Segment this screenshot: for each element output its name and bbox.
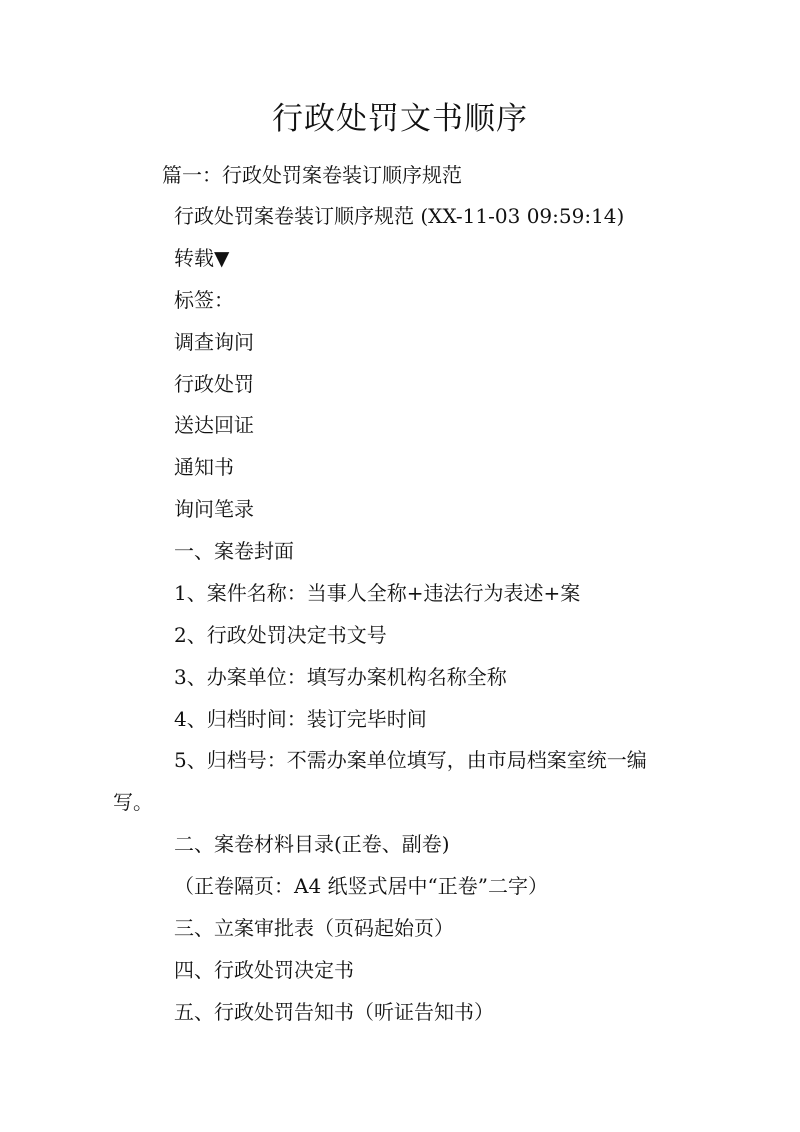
article-title: 行政处罚案卷装订顺序规范 (XX-11-03 09:59:14) [174,204,625,228]
item-line: 三、立案审批表（页码起始页） [174,916,454,940]
section-heading: 篇一：行政处罚案卷装订顺序规范 [162,163,462,187]
item-line: 1、案件名称：当事人全称+违法行为表述+案 [174,581,581,605]
item-line: 五、行政处罚告知书（听证告知书） [174,1000,494,1024]
item-line: 一、案卷封面 [174,539,294,563]
tag-item[interactable]: 行政处罚 [174,372,254,396]
tag-item[interactable]: 调查询问 [174,330,254,354]
tag-item[interactable]: 询问笔录 [174,497,254,521]
item-line: 4、归档时间：装订完毕时间 [174,707,427,731]
item-line: 二、案卷材料目录(正卷、副卷) [174,832,450,856]
document-title: 行政处罚文书顺序 [272,101,528,137]
item-line: 3、办案单位：填写办案机构名称全称 [174,665,507,689]
item-line-continuation: 写。 [113,790,153,814]
tag-item[interactable]: 通知书 [174,455,234,479]
repost-label[interactable]: 转载▼ [174,246,230,270]
item-line: 四、行政处罚决定书 [174,958,354,982]
item-line: 2、行政处罚决定书文号 [174,623,387,647]
item-line: （正卷隔页：A4 纸竖式居中“正卷”二字） [174,874,548,898]
item-line: 5、归档号：不需办案单位填写，由市局档案室统一编 [174,748,647,772]
tags-label: 标签： [174,288,234,312]
tag-item[interactable]: 送达回证 [174,413,254,437]
